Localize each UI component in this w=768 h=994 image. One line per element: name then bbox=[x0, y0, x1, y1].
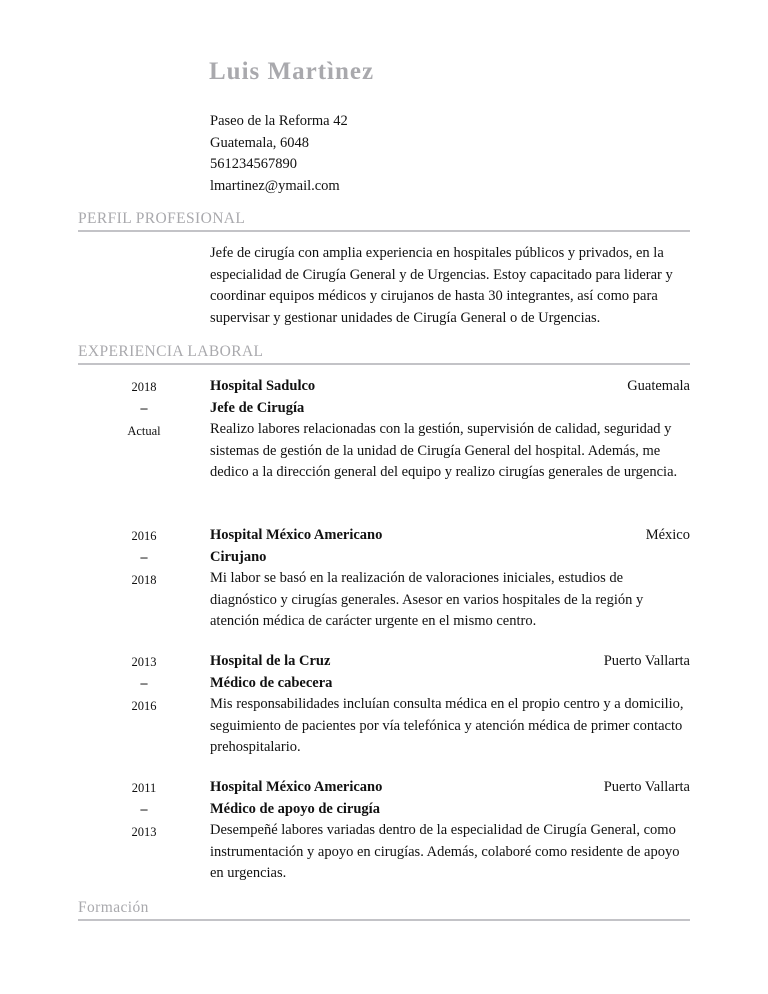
job-start-date: 2013 bbox=[131, 655, 157, 669]
job-dates bbox=[110, 651, 178, 717]
phone-number: 561234567890 bbox=[210, 156, 297, 172]
job-end-date: 2018 bbox=[131, 573, 157, 587]
date-dash: – bbox=[140, 802, 148, 817]
job-start-date: 2011 bbox=[131, 781, 157, 795]
job-location: Puerto Vallarta bbox=[603, 779, 690, 795]
candidate-name: Luis Martìnez bbox=[209, 58, 375, 85]
job-body bbox=[210, 525, 690, 633]
job-header bbox=[210, 651, 690, 673]
job-employer: Hospital México Americano bbox=[210, 527, 383, 543]
profile-text: Jefe de cirugía con amplia experiencia en hospitales públicos y privados, en la especialidad de Cirugía General y de Urgencias. Estoy capacitado para liderar y coordinar equipos médicos y cirujanos de hasta 30 integrantes, así como para supervisar y gestionar unidades de Cirugía General o de Urgencias. bbox=[210, 245, 673, 326]
date-dash: – bbox=[140, 550, 148, 565]
job-employer: Hospital Sadulco bbox=[210, 378, 316, 394]
job-body bbox=[210, 651, 690, 759]
date-dash: – bbox=[140, 401, 148, 416]
date-dash: – bbox=[140, 676, 148, 691]
job-description: Desempeñé labores variadas dentro de la especialidad de Cirugía General, como instrumentación y apoyo en cirugías. Además, colaboré como residente de apoyo en urgencias. bbox=[210, 822, 680, 881]
section-title-experience: EXPERIENCIA LABORAL bbox=[78, 343, 690, 365]
job-location: México bbox=[645, 527, 690, 543]
section-title-profile: PERFIL PROFESIONAL bbox=[78, 210, 690, 232]
job-end-date: 2013 bbox=[131, 825, 157, 839]
address-line-1: Paseo de la Reforma 42 bbox=[210, 113, 348, 129]
job-role: Cirujano bbox=[210, 548, 267, 565]
email-address: lmartinez@ymail.com bbox=[210, 177, 340, 194]
job-body bbox=[210, 376, 690, 484]
job-dates bbox=[110, 525, 178, 591]
job-header bbox=[210, 376, 690, 398]
job-description: Realizo labores relacionadas con la gestión, supervisión de calidad, seguridad y sistemas de gestión de la unidad de Cirugía General del hospital. Además, me dedico a la dirección general del equipo y realizo cirugías generales de urgencia. bbox=[210, 421, 678, 480]
job-role: Jefe de Cirugía bbox=[210, 399, 305, 416]
job-dates bbox=[110, 376, 178, 442]
address-line-2: Guatemala, 6048 bbox=[210, 134, 310, 151]
job-body bbox=[210, 777, 690, 885]
job-role: Médico de apoyo de cirugía bbox=[210, 800, 380, 817]
job-description: Mis responsabilidades incluían consulta médica en el propio centro y a domicilio, seguimiento de pacientes por vía telefónica y atención médica de primer contacto prehospitalario. bbox=[210, 696, 684, 755]
job-end-date: 2016 bbox=[131, 699, 157, 713]
job-header bbox=[210, 777, 690, 799]
section-title-education: Formación bbox=[78, 899, 690, 921]
job-end-date: Actual bbox=[127, 424, 161, 438]
job-start-date: 2018 bbox=[131, 380, 157, 394]
job-location: Puerto Vallarta bbox=[603, 653, 690, 669]
job-location: Guatemala bbox=[627, 378, 690, 394]
job-role: Médico de cabecera bbox=[210, 674, 333, 691]
job-employer: Hospital México Americano bbox=[210, 779, 383, 795]
job-description: Mi labor se basó en la realización de valoraciones iniciales, estudios de diagnóstico y cirugías generales. Asesor en varios hospitales de la región y atención médica de carácter urgente en el mismo centro. bbox=[210, 570, 644, 629]
contact-block bbox=[210, 111, 348, 197]
job-employer: Hospital de la Cruz bbox=[210, 653, 331, 669]
job-dates bbox=[110, 777, 178, 843]
job-header bbox=[210, 525, 690, 547]
job-start-date: 2016 bbox=[131, 529, 157, 543]
